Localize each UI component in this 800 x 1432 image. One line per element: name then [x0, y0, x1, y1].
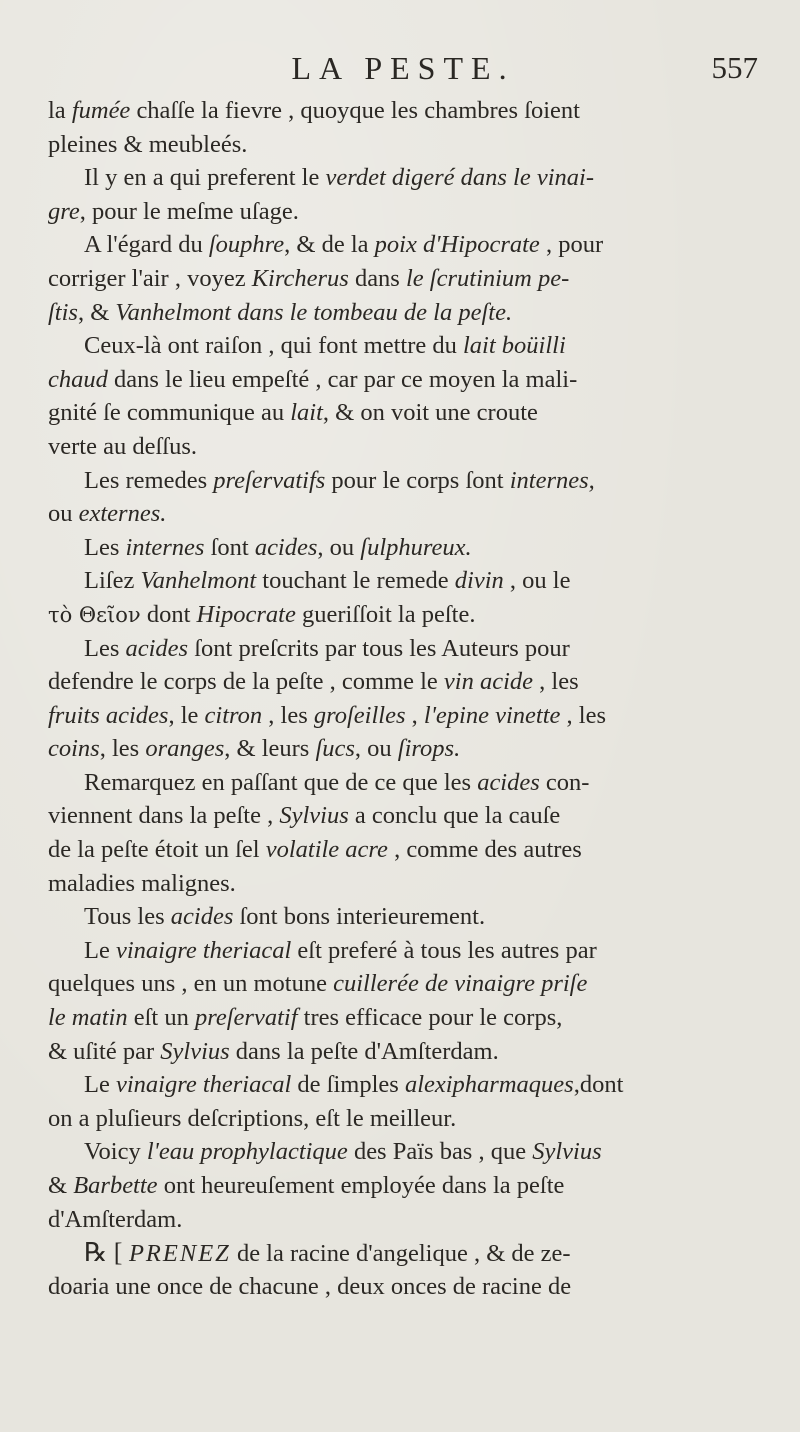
- text-line: [48, 833, 758, 867]
- italic-span: acides: [254, 533, 318, 561]
- text-line: [48, 1236, 758, 1270]
- text-span: d'Amſterdam.: [48, 1205, 183, 1233]
- page-number: 557: [711, 50, 758, 85]
- text-span: ſont preſcrits par tous les Auteurs pour: [188, 634, 570, 662]
- text-line: [48, 632, 758, 666]
- text-span: quelques uns , en un motune: [48, 970, 334, 998]
- italic-span: Vanhelmont dans le tombeau de la peſte.: [115, 298, 513, 326]
- text-span: la: [48, 97, 72, 124]
- text-span: con-: [539, 768, 590, 796]
- italic-span: preſervatif: [195, 1004, 298, 1032]
- text-line: [48, 900, 758, 934]
- text-span: ont heureuſement employée dans la peſte: [157, 1172, 565, 1199]
- running-head: [48, 48, 758, 88]
- text-line: [48, 1169, 758, 1203]
- text-span: de la racine d'angelique , & de ze-: [230, 1240, 571, 1268]
- text-line: [48, 665, 758, 699]
- text-span: des Païs bas , que: [347, 1138, 533, 1166]
- italic-span: poix d'Hipocrate: [374, 231, 540, 259]
- text-line: [48, 732, 758, 766]
- running-title: LA PESTE.: [291, 50, 515, 86]
- text-span: , ou le: [503, 567, 571, 595]
- text-span: , les: [99, 735, 146, 763]
- text-line: [48, 430, 758, 464]
- text-span: doaria une once de chacune , deux onces de racine de: [48, 1272, 572, 1300]
- italic-span: Vanhelmont: [140, 567, 257, 595]
- italic-span: chaud: [48, 365, 108, 393]
- text-span: , le: [168, 701, 205, 729]
- text-span: chaſſe la fievre , quoyque les chambres ſoient: [130, 97, 580, 124]
- text-line: [48, 531, 758, 565]
- text-line: [48, 867, 758, 901]
- italic-span: vinaigre theriacal: [115, 936, 292, 964]
- italic-span: Sylvius: [279, 802, 349, 830]
- text-span: Ceux-là ont raiſon , qui font mettre du: [84, 332, 463, 360]
- text-span: ſont bons interieurement.: [233, 903, 486, 931]
- text-span: , comme des autres: [387, 836, 582, 864]
- text-span: dans le lieu empeſté , car par ce moyen la mali-: [107, 365, 578, 393]
- italic-span: ſucs: [315, 735, 355, 763]
- italic-span: internes,: [509, 466, 595, 494]
- text-span: , les: [533, 668, 579, 696]
- text-span: , & leurs: [224, 735, 316, 763]
- text-span: on a pluſieurs deſcriptions, eſt le meilleur.: [48, 1104, 457, 1132]
- text-span: Tous les: [84, 903, 171, 931]
- text-span: , ou: [354, 735, 398, 763]
- text-block: [48, 94, 758, 1303]
- text-span: , &: [77, 298, 116, 326]
- text-span: dans la peſte d'Amſterdam.: [229, 1037, 499, 1065]
- text-span: Liſez: [84, 567, 141, 595]
- text-line: [48, 699, 758, 733]
- text-line: [48, 497, 758, 531]
- italic-span: cuillerée de vinaigre priſe: [333, 970, 588, 998]
- text-line: [48, 1203, 758, 1237]
- text-span: , ou: [317, 533, 361, 561]
- text-span: dans: [348, 264, 406, 292]
- italic-span: Hipocrate: [196, 600, 296, 628]
- text-span: Il y en a qui preferent le: [84, 164, 326, 192]
- text-line: [48, 195, 758, 229]
- italic-span: verdet digeré dans le vinai-: [325, 164, 594, 192]
- text-span: ,dont: [573, 1071, 624, 1099]
- text-line: [48, 296, 758, 330]
- italic-span: lait boüilli: [462, 332, 566, 360]
- text-span: eſt un: [127, 1004, 195, 1032]
- italic-span: coins: [48, 735, 100, 763]
- text-span: verte au deſſus.: [48, 432, 197, 460]
- text-span: ſont: [204, 533, 255, 561]
- text-line: [48, 967, 758, 1001]
- italic-span: groſeilles: [313, 701, 406, 729]
- text-span: Voicy: [84, 1138, 147, 1166]
- italic-span: Barbette: [73, 1172, 158, 1199]
- italic-span: ſtis: [48, 298, 78, 326]
- text-span: , pour le meſme uſage.: [79, 197, 299, 225]
- italic-span: ſouphre: [208, 231, 285, 259]
- text-span: Les: [84, 634, 126, 662]
- italic-span: ſulphureux.: [360, 533, 472, 561]
- text-line: [48, 329, 758, 363]
- text-line: [48, 228, 758, 262]
- text-line: [48, 1001, 758, 1035]
- text-line: [48, 1068, 758, 1102]
- recipe-symbol: ℞ [: [84, 1238, 129, 1268]
- text-span: maladies malignes.: [48, 869, 236, 897]
- italic-span: fumée: [71, 97, 131, 124]
- italic-span: internes: [125, 533, 205, 561]
- text-span: & uſité par: [48, 1037, 161, 1065]
- text-span: Le: [84, 1071, 116, 1099]
- italic-span: vin acide: [443, 668, 534, 696]
- italic-span: oranges: [145, 735, 225, 763]
- text-span: , & de la: [284, 231, 375, 259]
- text-line: [48, 934, 758, 968]
- italic-span: acides: [125, 634, 189, 662]
- text-line: [48, 564, 758, 598]
- text-span: de ſimples: [291, 1071, 405, 1099]
- recipe-heading: PRENEZ: [128, 1240, 231, 1268]
- italic-span: l'eau prophylactique: [146, 1138, 348, 1166]
- text-line: [48, 396, 758, 430]
- text-span: , pour: [539, 231, 604, 259]
- text-span: touchant le remede: [256, 567, 455, 595]
- text-line: [48, 1035, 758, 1069]
- text-line: [48, 766, 758, 800]
- text-span: pour le corps ſont: [325, 466, 510, 494]
- text-span: gueriſſoit la peſte.: [295, 600, 476, 628]
- text-line: [48, 363, 758, 397]
- italic-span: volatile acre: [265, 836, 388, 864]
- italic-span: Sylvius: [532, 1138, 602, 1166]
- text-span: corriger l'air , voyez: [48, 264, 252, 292]
- text-span: dont: [140, 600, 197, 628]
- text-line: [48, 464, 758, 498]
- text-span: ,: [405, 701, 424, 729]
- text-line: [48, 598, 758, 632]
- text-span: Les: [84, 533, 126, 561]
- text-line: [48, 799, 758, 833]
- text-span: viennent dans la peſte ,: [48, 802, 280, 830]
- text-span: a conclu que la cauſe: [348, 802, 561, 830]
- text-span: &: [48, 1172, 74, 1199]
- italic-span: le matin: [48, 1004, 128, 1032]
- text-span: defendre le corps de la peſte , comme le: [48, 668, 444, 696]
- text-span: eſt preferé à tous les autres par: [291, 936, 597, 964]
- text-line: [48, 1102, 758, 1136]
- text-span: , & on voit une croute: [322, 399, 538, 427]
- text-line: [48, 161, 758, 195]
- italic-span: l'epine vinette: [423, 701, 561, 729]
- italic-span: lait: [290, 399, 323, 427]
- text-span: , les: [262, 701, 314, 729]
- italic-span: preſervatifs: [213, 466, 326, 494]
- text-span: tres efficace pour le corps,: [297, 1004, 563, 1032]
- italic-span: gre: [48, 197, 80, 225]
- italic-span: acides: [170, 903, 234, 931]
- text-span: pleines & meubleés.: [48, 130, 248, 158]
- italic-span: externes.: [78, 500, 167, 528]
- italic-span: le ſcrutinium pe-: [405, 264, 570, 292]
- italic-span: fruits acides: [48, 701, 169, 729]
- italic-span: vinaigre theriacal: [115, 1071, 292, 1099]
- text-span: Le: [84, 936, 116, 964]
- italic-span: Sylvius: [160, 1037, 230, 1065]
- text-span: gnité ſe communique au: [48, 399, 291, 427]
- text-span: Les remedes: [84, 466, 214, 494]
- text-span: , les: [560, 701, 607, 729]
- text-line: [48, 1135, 758, 1169]
- text-line: [48, 262, 758, 296]
- text-span: Remarquez en paſſant que de ce que les: [84, 768, 478, 796]
- italic-span: Kircherus: [251, 264, 349, 292]
- italic-span: citron: [204, 701, 263, 729]
- italic-span: ſirops.: [397, 735, 461, 763]
- italic-span: alexipharmaques: [404, 1071, 574, 1099]
- text-span: A l'égard du: [84, 231, 209, 259]
- text-line: [48, 94, 758, 128]
- greek-span: τὸ Θεῖον: [48, 602, 141, 627]
- text-span: ou: [48, 500, 79, 528]
- text-line: [48, 1270, 758, 1304]
- text-span: de la peſte étoit un ſel: [48, 836, 266, 864]
- italic-span: acides: [477, 768, 540, 796]
- italic-span: divin: [454, 567, 504, 595]
- text-line: [48, 128, 758, 162]
